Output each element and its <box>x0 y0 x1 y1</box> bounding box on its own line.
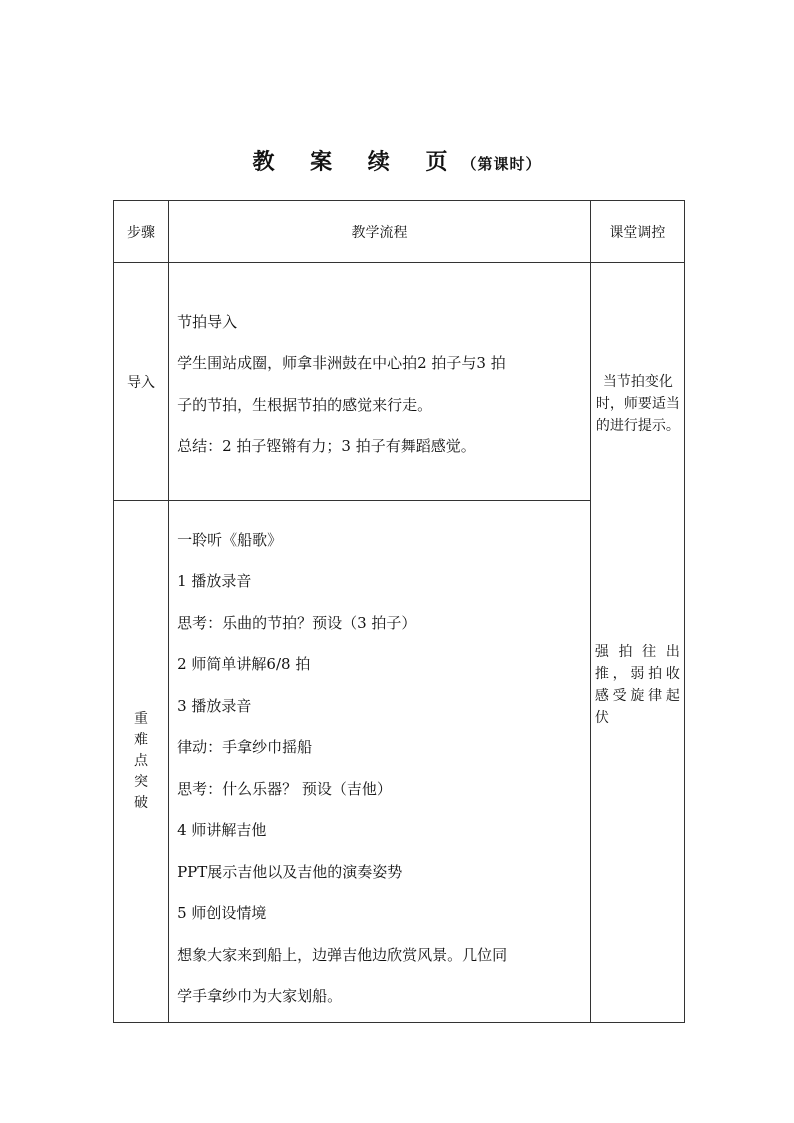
flow-line: 学生围站成圈，师拿非洲鼓在中心拍2 拍子与3 拍 <box>177 354 506 373</box>
flow-line: 一聆听《船歌》 <box>177 530 283 549</box>
flow-line: 2 师简单讲解6/8 拍 <box>177 655 311 674</box>
control-cell <box>590 263 684 1023</box>
flow-line: 律动：手拿纱巾摇船 <box>177 738 313 757</box>
flow-line: 学手拿纱巾为大家划船。 <box>177 987 343 1006</box>
title-main: 教 案 续 页 <box>252 149 462 175</box>
title-lesson-close: 课时） <box>493 155 542 173</box>
header-step: 步骤 <box>114 201 169 263</box>
table-header-row <box>114 201 685 263</box>
flow-line: 节拍导入 <box>177 312 238 331</box>
flow-line: PPT展示吉他以及吉他的演奏姿势 <box>177 862 403 881</box>
control-note-rhythm: 当节拍变化时，师要适当的进行提示。 <box>595 374 680 435</box>
step-label-intro: 导入 <box>127 374 156 391</box>
lesson-plan-table <box>113 200 685 1023</box>
flow-line: 思考：乐曲的节拍？预设（3 拍子） <box>177 613 417 632</box>
control-note-beat: 强拍往出推，弱拍收感受旋律起伏 <box>594 644 681 727</box>
flow-line: 总结：2 拍子铿锵有力；3 拍子有舞蹈感觉。 <box>177 437 476 456</box>
header-teaching-flow: 教学流程 <box>169 201 591 263</box>
page-title <box>0 145 794 176</box>
table-row-intro <box>114 263 685 501</box>
step-cell-key-points <box>114 501 169 1023</box>
flow-line: 想象大家来到船上，边弹吉他边欣赏风景。几位同 <box>177 945 508 964</box>
flow-line: 4 师讲解吉他 <box>177 821 267 840</box>
step-label-key-points: 重难点突破 <box>134 711 149 812</box>
flow-line: 子的节拍，生根据节拍的感觉来行走。 <box>177 395 433 414</box>
flow-line: 5 师创设情境 <box>177 904 267 923</box>
flow-cell-key-points <box>169 501 591 1023</box>
step-cell-intro <box>114 263 169 501</box>
flow-line: 思考：什么乐器？ 预设（吉他） <box>177 779 392 798</box>
flow-line: 3 播放录音 <box>177 696 252 715</box>
flow-line: 1 播放录音 <box>177 572 252 591</box>
header-class-control: 课堂调控 <box>590 201 684 263</box>
flow-cell-intro <box>169 263 591 501</box>
title-lesson-open: （第 <box>461 155 494 173</box>
